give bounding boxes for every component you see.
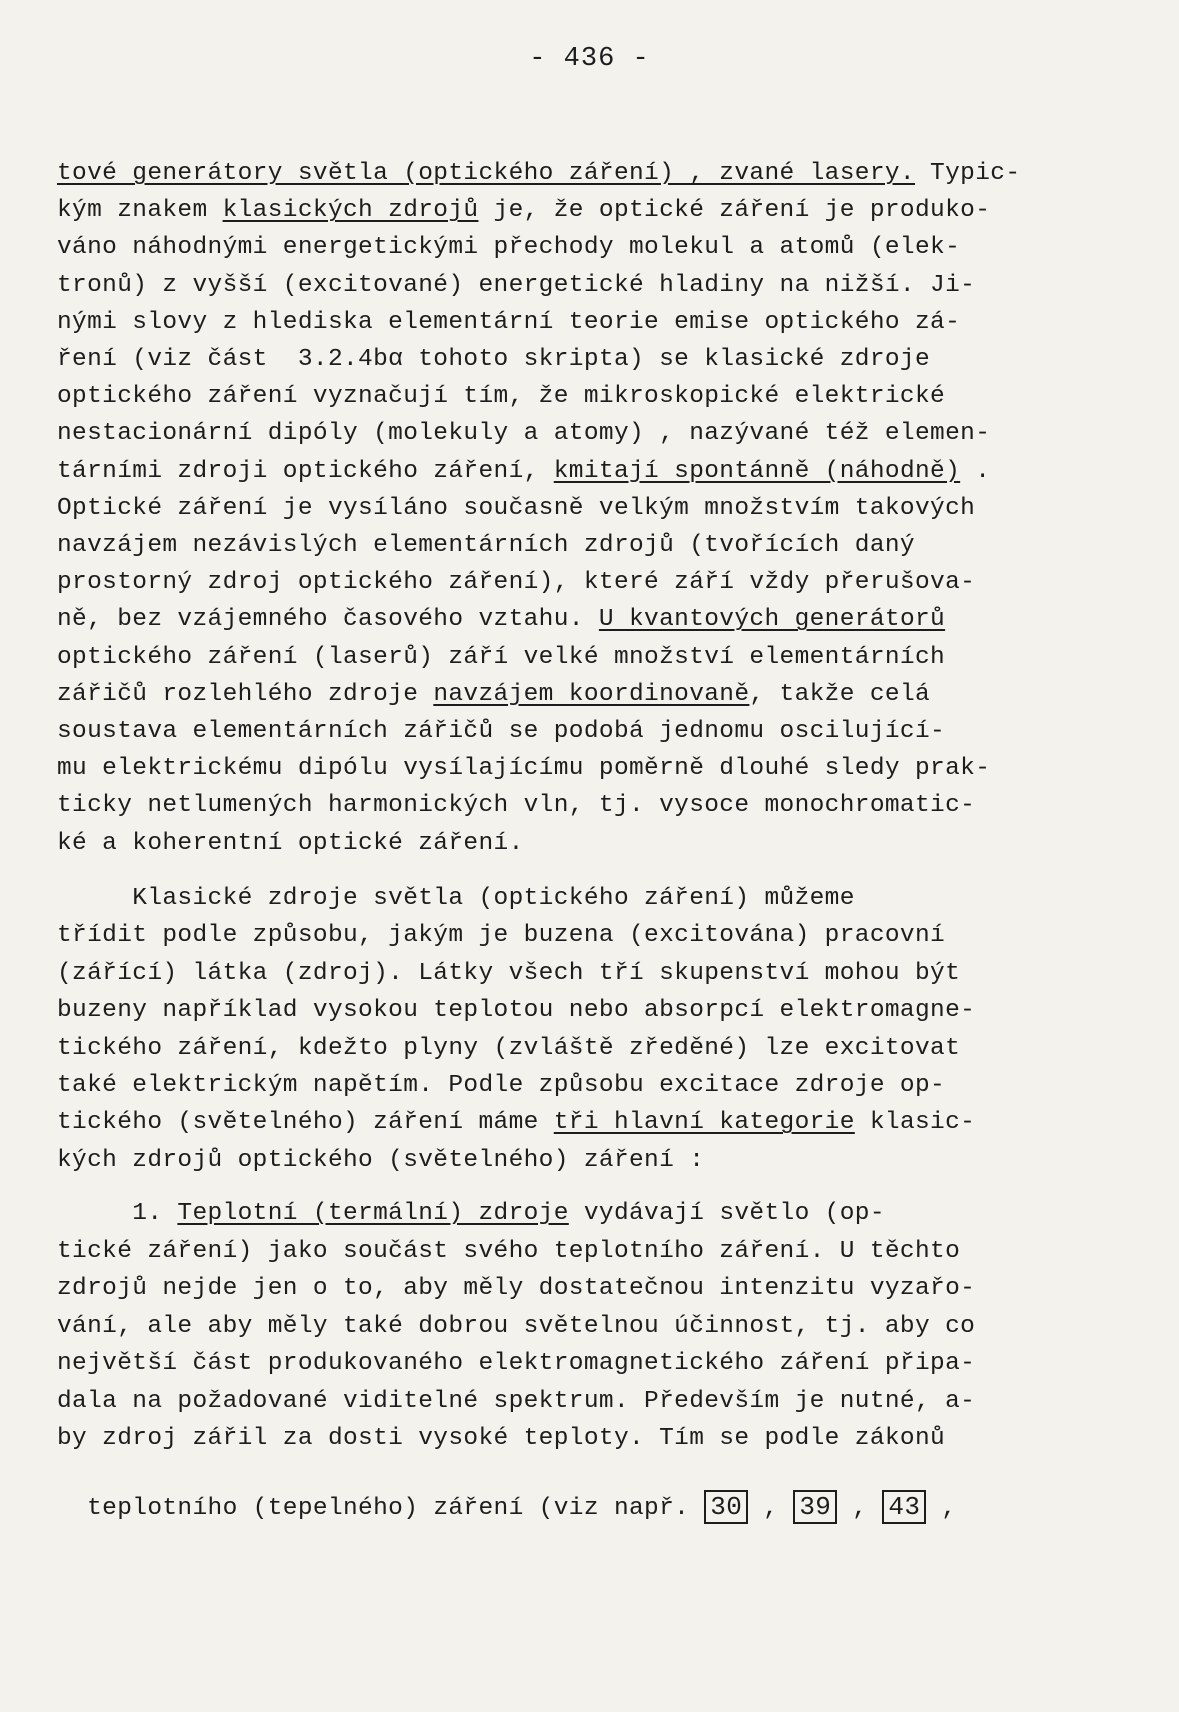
text-segment: ké a koherentní optické záření. xyxy=(57,829,524,857)
text-segment: třídit podle způsobu, jakým je buzena (excitována) pracovní xyxy=(57,922,946,950)
text-segment: také elektrickým napětím. Podle způsobu excitace zdroje op- xyxy=(57,1072,946,1099)
text-line xyxy=(57,309,960,336)
text-segment: zářičů rozlehlého zdroje xyxy=(57,680,434,708)
text-line xyxy=(57,1238,960,1265)
text-segment: vydávají světlo (op- xyxy=(568,1200,885,1227)
text-segment: soustava elementárních zářičů se podobá jednomu oscilující- xyxy=(57,718,946,745)
text-segment: dala na požadované viditelné spektrum. Především je nutné, a- xyxy=(57,1387,976,1415)
text-segment: je, že optické záření je produko- xyxy=(478,197,991,225)
text-line xyxy=(57,997,975,1024)
last-line-text: teplotního (tepelného) záření (viz např. xyxy=(87,1495,705,1522)
text-segment: tárními zdroji optického záření, xyxy=(57,457,554,485)
underlined-text: Teplotní (termální) zdroje xyxy=(177,1200,569,1227)
underlined-text: U kvantových generátorů xyxy=(598,606,946,634)
text-line xyxy=(57,383,945,410)
text-segment: prostorný zdroj optického záření), které září vždy přerušova- xyxy=(57,569,976,597)
underlined-text: tové generátory světla (optického záření) , zvané lasery. xyxy=(57,160,915,187)
text-segment: klasic- xyxy=(854,1109,976,1137)
underlined-text: kmitají spontánně (náhodně) xyxy=(553,457,961,485)
text-segment: optického záření vyznačují tím, že mikroskopické elektrické xyxy=(57,383,946,411)
text-segment: mu elektrickému dipólu vysílajícímu poměrně dlouhé sledy prak- xyxy=(57,755,991,783)
text-line-last xyxy=(57,1463,956,1524)
text-line xyxy=(57,197,990,224)
text-line xyxy=(57,606,945,633)
reference-box-43: 43 xyxy=(882,1490,926,1524)
text-segment: kých zdrojů optického (světelného) záření : xyxy=(57,1146,705,1174)
text-line xyxy=(57,1109,975,1136)
text-segment: , takže celá xyxy=(749,680,931,708)
text-segment: zdrojů nejde jen o to, aby měly dostatečnou intenzitu vyzařo- xyxy=(57,1275,976,1302)
text-line xyxy=(57,830,524,857)
text-line xyxy=(57,1313,975,1340)
text-line xyxy=(57,755,990,782)
ref-separator: , xyxy=(748,1495,794,1522)
text-segment: nými slovy z hlediska elementární teorie emise optického zá- xyxy=(57,308,961,336)
text-segment: 1. xyxy=(57,1200,178,1227)
text-line xyxy=(57,792,975,819)
text-line xyxy=(57,1035,960,1062)
text-segment: Typic- xyxy=(915,160,1021,187)
text-segment: největší část produkovaného elektromagnetického záření připa- xyxy=(57,1350,976,1377)
text-segment: ření (viz část 3.2.4bα tohoto skripta) se klasické zdroje xyxy=(57,346,931,373)
underlined-text: tři hlavní kategorie xyxy=(553,1109,855,1137)
text-line xyxy=(57,644,945,671)
text-segment: nestacionární dipóly (molekuly a atomy) , nazývané též elemen- xyxy=(57,420,991,448)
text-line xyxy=(57,1388,975,1415)
text-segment: vání, ale aby měly také dobrou světelnou účinnost, tj. aby co xyxy=(57,1312,976,1340)
text-line xyxy=(57,1147,704,1174)
text-line xyxy=(57,234,960,261)
text-line xyxy=(57,1275,975,1302)
text-segment: váno náhodnými energetickými přechody molekul a atomů (elek- xyxy=(57,234,961,262)
reference-box-39: 39 xyxy=(793,1490,837,1524)
text-segment: tické záření) jako součást svého teplotního záření. U těchto xyxy=(57,1237,961,1265)
text-line xyxy=(57,960,960,987)
text-line xyxy=(57,420,990,447)
text-line xyxy=(57,885,855,912)
underlined-text: navzájem koordinovaně xyxy=(433,680,750,708)
text-line xyxy=(57,922,945,949)
text-line xyxy=(57,1072,945,1099)
text-segment: Klasické zdroje světla (optického záření) můžeme xyxy=(57,885,855,912)
text-line xyxy=(57,1200,885,1227)
text-line xyxy=(57,532,915,559)
text-segment: tického (světelného) záření máme xyxy=(57,1109,554,1137)
text-line xyxy=(57,681,930,708)
text-line xyxy=(57,718,945,745)
text-segment: by zdroj zářil za dosti vysoké teploty. Tím se podle zákonů xyxy=(57,1425,946,1452)
text-line xyxy=(57,569,975,596)
text-line xyxy=(57,458,990,485)
text-line xyxy=(57,272,975,299)
text-segment: . xyxy=(960,457,991,485)
text-segment: ně, bez vzájemného časového vztahu. xyxy=(57,606,599,634)
reference-box-30: 30 xyxy=(704,1490,748,1524)
underlined-text: klasických zdrojů xyxy=(222,197,479,225)
page-number: - 436 - xyxy=(529,44,650,74)
text-segment: tronů) z vyšší (excitované) energetické hladiny na nižší. Ji- xyxy=(57,271,976,299)
text-segment: kým znakem xyxy=(57,197,223,225)
text-segment: (zářící) látka (zdroj). Látky všech tří skupenství mohou být xyxy=(57,959,961,987)
ref-separator: , xyxy=(837,1495,883,1522)
text-segment: Optické záření je vysíláno současně velkým množstvím takových xyxy=(57,494,976,522)
text-line xyxy=(57,1350,975,1377)
text-segment: buzeny například vysokou teplotou nebo absorpcí elektromagne- xyxy=(57,997,976,1025)
text-segment: optického záření (laserů) září velké množství elementárních xyxy=(57,643,946,671)
text-segment: tického záření, kdežto plyny (zvláště zředěné) lze excitovat xyxy=(57,1034,961,1062)
text-segment: ticky netlumených harmonických vln, tj. vysoce monochromatic- xyxy=(57,792,976,820)
text-line xyxy=(57,495,975,522)
text-segment: navzájem nezávislých elementárních zdrojů (tvořících daný xyxy=(57,532,915,559)
text-line xyxy=(57,160,1020,187)
text-line xyxy=(57,1425,945,1452)
text-line xyxy=(57,346,930,373)
last-line-end: , xyxy=(926,1495,957,1522)
